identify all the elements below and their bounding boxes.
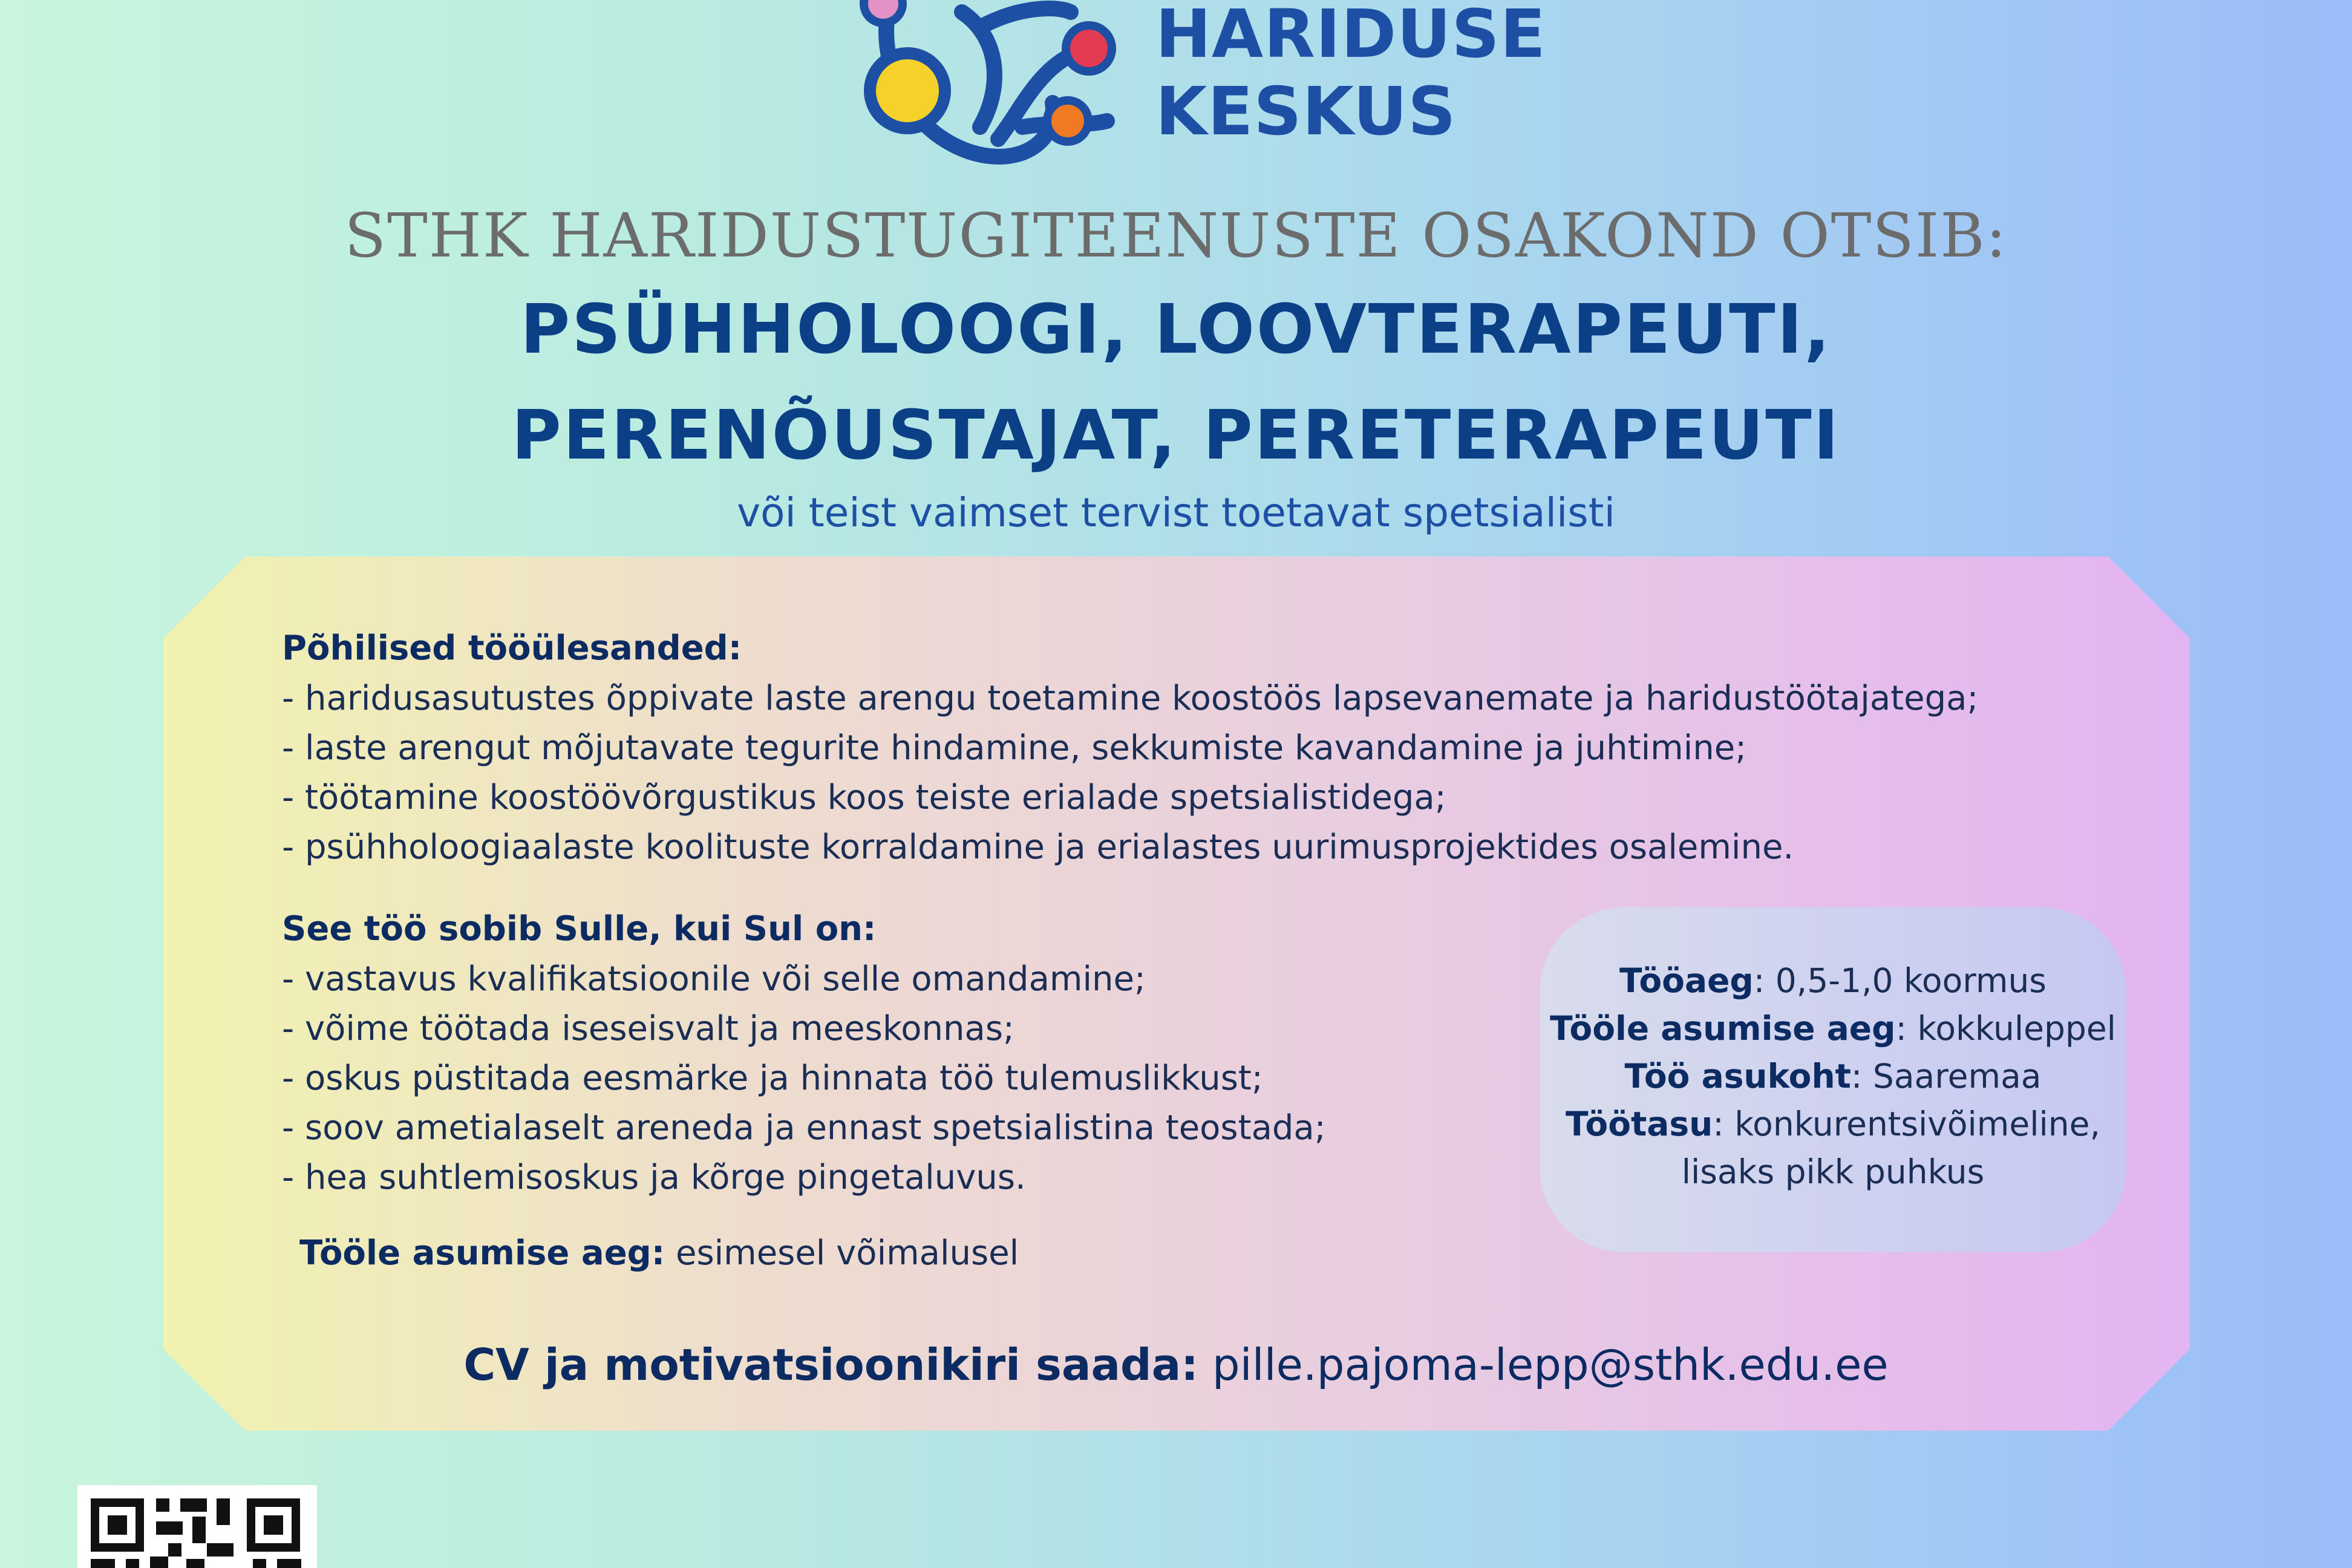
department-subtitle: STHK HARIDUSTUGITEENUSTE OSAKOND OTSIB: xyxy=(344,200,2008,271)
logo-line-2: KESKUS xyxy=(1155,73,1457,150)
cv-label: CV ja motivatsioonikiri saada: xyxy=(463,1339,1198,1390)
job-info-lines xyxy=(1540,957,2126,1196)
location-label: Töö asukoht xyxy=(1624,1057,1851,1096)
info-start-line xyxy=(1540,1005,2126,1053)
tagline: või teist vaimset tervist toetavat spetsialisti xyxy=(737,489,1615,536)
cv-line xyxy=(0,1337,2352,1393)
info-start-label: Tööle asumise aeg xyxy=(1550,1009,1896,1048)
salary-label: Töötasu xyxy=(1566,1105,1713,1143)
fit-list xyxy=(282,955,1326,1203)
start-date-line xyxy=(299,1229,1019,1278)
list-item: - hea suhtlemisoskus ja kõrge pingetaluvus. xyxy=(282,1158,1026,1197)
salary-line xyxy=(1540,1100,2126,1148)
list-item: - laste arengut mõjutavate tegurite hindamine, sekkumiste kavandamine ja juhtimine; xyxy=(282,728,1747,768)
workload-value: : 0,5-1,0 koormus xyxy=(1753,961,2047,1000)
logo-line-1: HARIDUSE xyxy=(1155,0,1546,73)
salary-value: : konkurentsivõimeline, xyxy=(1713,1105,2100,1143)
salary-extra: lisaks pikk puhkus xyxy=(1681,1152,1985,1191)
workload-line xyxy=(1540,957,2126,1005)
headline-line-2: PERENÕUSTAJAT, PERETERAPEUTI xyxy=(511,396,1841,475)
list-item: - võime töötada iseseisvalt ja meeskonnas; xyxy=(282,1009,1014,1048)
list-item: - haridusasutustes õppivate laste arengu toetamine koostöös lapsevanemate ja haridustöötajatega; xyxy=(282,679,1979,718)
list-item: - psühholoogiaalaste koolituste korraldamine ja erialastes uurimusprojektides osalemine. xyxy=(282,828,1794,867)
location-value: : Saaremaa xyxy=(1851,1057,2042,1096)
qr-code-icon xyxy=(77,1485,317,1568)
info-start-value: : kokkuleppel xyxy=(1895,1009,2116,1048)
list-item: - vastavus kvalifikatsioonile või selle omandamine; xyxy=(282,959,1146,999)
headline-line-1: PSÜHHOLOOGI, LOOVTERAPEUTI, xyxy=(520,290,1832,369)
logo-icon xyxy=(841,0,1143,169)
location-line xyxy=(1540,1053,2126,1100)
duties-title: Põhilised tööülesanded: xyxy=(282,629,742,668)
fit-title: See töö sobib Sulle, kui Sul on: xyxy=(282,909,877,949)
logo-wordmark xyxy=(1155,0,1546,150)
list-item: - oskus püstitada eesmärke ja hinnata töö tulemuslikkust; xyxy=(282,1059,1263,1098)
workload-label: Tööaeg xyxy=(1619,961,1754,1000)
cv-email-link[interactable]: pille.pajoma-lepp@sthk.edu.ee xyxy=(1212,1339,1889,1390)
list-item: - töötamine koostöövõrgustikus koos teiste erialade spetsialistidega; xyxy=(282,778,1446,817)
start-date-label: Tööle asumise aeg: xyxy=(299,1233,665,1273)
start-date-value: esimesel võimalusel xyxy=(675,1233,1019,1273)
list-item: - soov ametialaselt areneda ja ennast spetsialistina teostada; xyxy=(282,1108,1326,1148)
duties-list xyxy=(282,674,1978,872)
